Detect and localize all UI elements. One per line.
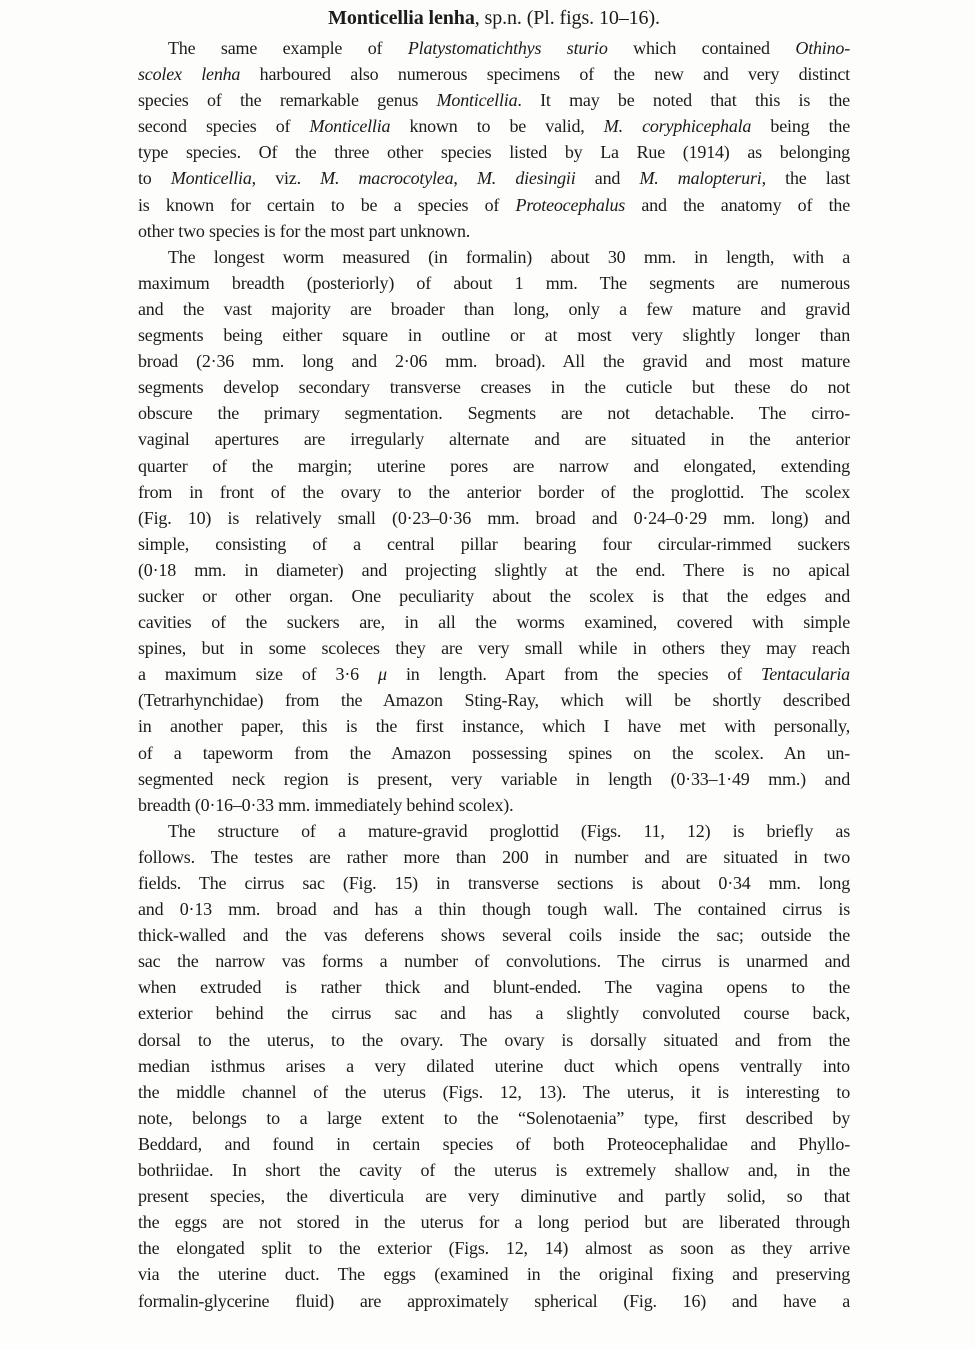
text-line (138, 1105, 850, 1131)
text-segment: to (138, 168, 171, 189)
text-segment: breadth (0·16–0·33 mm. immediately behind scolex). (138, 794, 514, 815)
text-line (138, 766, 850, 792)
text-segment: and the anatomy of the (625, 194, 850, 215)
paragraph (138, 818, 850, 1314)
text-segment: maximum breadth (posteriorly) of about 1 mm. The segments are numerous (138, 272, 850, 293)
italic-text-segment: μ (378, 664, 387, 685)
text-line (138, 661, 850, 687)
text-line (138, 870, 850, 896)
text-line (138, 139, 850, 165)
text-line (138, 113, 850, 139)
text-line (138, 1131, 850, 1157)
text-line (138, 713, 850, 739)
italic-text-segment: M. macrocotylea (320, 168, 454, 189)
italic-text-segment: Tentacularia (761, 664, 850, 685)
text-line (138, 1053, 850, 1079)
italic-text-segment: Monticellia (309, 116, 391, 137)
text-line (138, 974, 850, 1000)
text-line (138, 557, 850, 583)
text-segment: formalin-glycerine fluid) are approximately spherical (Fig. 16) and have a (138, 1290, 850, 1311)
section-heading (138, 5, 850, 31)
italic-text-segment: scolex lenha (138, 64, 241, 85)
text-segment: . It may be noted that this is the (517, 90, 850, 111)
text-line (138, 296, 850, 322)
text-segment: The longest worm measured (in formalin) about 30 mm. in length, with a (168, 246, 850, 267)
text-segment: and the vast majority are broader than long, only a few mature and gravid (138, 298, 850, 319)
italic-text-segment: M. coryphicephala (603, 116, 752, 137)
text-line (138, 792, 850, 818)
text-segment: from in front of the ovary to the anterior border of the proglottid. The scolex (138, 481, 850, 502)
text-line (138, 400, 850, 426)
text-segment: (Fig. 10) is relatively small (0·23–0·36 mm. broad and 0·24–0·29 mm. long) and (138, 507, 850, 528)
text-segment: median isthmus arises a very dilated uterine duct which opens ventrally into (138, 1055, 850, 1076)
text-segment: the elongated split to the exterior (Figs. 12, 14) almost as soon as they arrive (138, 1238, 850, 1259)
text-line (138, 61, 850, 87)
text-line (138, 922, 850, 948)
text-line (138, 896, 850, 922)
text-segment: follows. The testes are rather more than 200 in number and are situated in two (138, 846, 850, 867)
italic-text-segment: M. diesingii (476, 168, 576, 189)
italic-text-segment: Othino- (795, 38, 851, 58)
text-segment: simple, consisting of a central pillar bearing four circular-rimmed suckers (138, 533, 850, 554)
text-segment: via the uterine duct. The eggs (examined in the original fixing and preserving (138, 1264, 850, 1285)
text-line (138, 1235, 850, 1261)
text-segment: (Tetrarhynchidae) from the Amazon Sting-Ray, which will be shortly described (138, 690, 850, 711)
text-segment: the eggs are not stored in the uterus for a long period but are liberated through (138, 1212, 850, 1233)
species-name-title: Monticellia lenha (328, 7, 475, 29)
text-segment: being the (751, 116, 851, 137)
text-line (138, 583, 850, 609)
text-segment: thick-walled and the vas deferens shows several coils inside the sac; outside the (138, 925, 850, 946)
text-segment: segments being either square in outline or at most very slightly longer than (138, 325, 850, 346)
text-line (138, 244, 850, 270)
text-line (138, 348, 850, 374)
italic-text-segment: Monticellia (170, 168, 252, 189)
text-line (138, 1000, 850, 1026)
text-line (138, 374, 850, 400)
text-segment: dorsal to the uterus, to the ovary. The ovary is dorsally situated and from the (138, 1029, 850, 1050)
text-segment: broad (2·36 mm. long and 2·06 mm. broad). All the gravid and most mature (138, 351, 850, 372)
text-line (138, 844, 850, 870)
text-segment: is known for certain to be a species of (138, 194, 516, 215)
text-segment: vaginal apertures are irregularly alternate and are situated in the anterior (138, 429, 850, 450)
text-segment: and (575, 168, 640, 189)
text-segment: in length. Apart from the species of (386, 664, 762, 685)
text-line (138, 635, 850, 661)
text-block (138, 5, 850, 1314)
text-line (138, 687, 850, 713)
text-segment: Beddard, and found in certain species of both Proteocephalidae and Phyllo- (138, 1133, 850, 1154)
text-segment: spines, but in some scoleces they are very small while in others they may reach (138, 638, 850, 659)
text-segment: segmented neck region is present, very variable in length (0·33–1·49 mm.) and (138, 768, 850, 789)
text-line (138, 1027, 850, 1053)
text-line (138, 1209, 850, 1235)
text-segment: of a tapeworm from the Amazon possessing spines on the scolex. An un- (138, 742, 850, 763)
text-segment: The same example of (168, 38, 408, 58)
italic-text-segment: Platystomatichthys sturio (407, 38, 608, 58)
text-segment: sac the narrow vas forms a number of convolutions. The cirrus is unarmed and (138, 951, 850, 972)
text-line (138, 479, 850, 505)
text-segment: note, belongs to a large extent to the “Solenotaenia” type, first described by (138, 1107, 850, 1128)
text-line (138, 218, 850, 244)
text-line (138, 1288, 850, 1314)
text-segment: a maximum size of 3·6 (138, 664, 379, 685)
text-segment: The structure of a mature-gravid proglottid (Figs. 11, 12) is briefly as (168, 820, 850, 841)
italic-text-segment: Monticellia (436, 90, 518, 111)
text-segment: segments develop secondary transverse creases in the cuticle but these do not (138, 377, 850, 398)
text-segment: (0·18 mm. in diameter) and projecting slightly at the end. There is no apical (138, 559, 850, 580)
italic-text-segment: M. malopteruri (639, 168, 762, 189)
text-line (138, 1079, 850, 1105)
text-line (138, 505, 850, 531)
text-line (138, 948, 850, 974)
text-segment: and 0·13 mm. broad and has a thin though tough wall. The contained cirrus is (138, 899, 850, 920)
paragraph (138, 244, 850, 818)
text-segment: , viz. (251, 168, 321, 189)
text-line (138, 740, 850, 766)
text-segment: the middle channel of the uterus (Figs. 12, 13). The uterus, it is interesting to (138, 1081, 850, 1102)
text-segment: type species. Of the three other species listed by La Rue (1914) as belonging (138, 142, 850, 163)
text-segment: obscure the primary segmentation. Segments are not detachable. The cirro- (138, 403, 850, 424)
body-text (138, 35, 850, 1314)
text-segment: second species of (138, 116, 310, 137)
text-line (138, 818, 850, 844)
text-segment: quarter of the margin; uterine pores are narrow and elongated, extending (138, 455, 850, 476)
text-segment: exterior behind the cirrus sac and has a slightly convoluted course back, (138, 1003, 850, 1024)
text-line (138, 270, 850, 296)
text-line (138, 1261, 850, 1287)
text-segment: other two species is for the most part unknown. (138, 220, 471, 241)
text-segment: sucker or other organ. One peculiarity about the scolex is that the edges and (138, 585, 850, 606)
text-line (138, 35, 850, 61)
text-segment: , (453, 168, 477, 189)
text-line (138, 1183, 850, 1209)
text-segment: bothriidae. In short the cavity of the uterus is extremely shallow and, in the (138, 1160, 850, 1181)
text-segment: cavities of the suckers are, in all the worms examined, covered with simple (138, 612, 850, 633)
text-line (138, 453, 850, 479)
text-segment: harboured also numerous specimens of the new and very distinct (240, 64, 850, 85)
text-line (138, 1157, 850, 1183)
text-segment: when extruded is rather thick and blunt-ended. The vagina opens to the (138, 977, 850, 998)
text-segment: present species, the diverticula are very diminutive and partly solid, so that (138, 1186, 850, 1207)
text-line (138, 531, 850, 557)
text-segment: , the last (761, 168, 850, 189)
text-line (138, 609, 850, 635)
text-segment: species of the remarkable genus (138, 90, 437, 111)
italic-text-segment: Proteocephalus (515, 194, 626, 215)
text-segment: in another paper, this is the first instance, which I have met with personally, (138, 716, 850, 737)
text-line (138, 165, 850, 191)
text-line (138, 426, 850, 452)
text-segment: fields. The cirrus sac (Fig. 15) in transverse sections is about 0·34 mm. long (138, 873, 850, 893)
text-line (138, 87, 850, 113)
text-segment: which contained (607, 38, 796, 58)
title-annotation: , sp.n. (Pl. figs. 10–16). (474, 7, 660, 29)
text-segment: known to be valid, (390, 116, 604, 137)
text-line (138, 322, 850, 348)
text-line (138, 192, 850, 218)
paragraph (138, 35, 850, 244)
